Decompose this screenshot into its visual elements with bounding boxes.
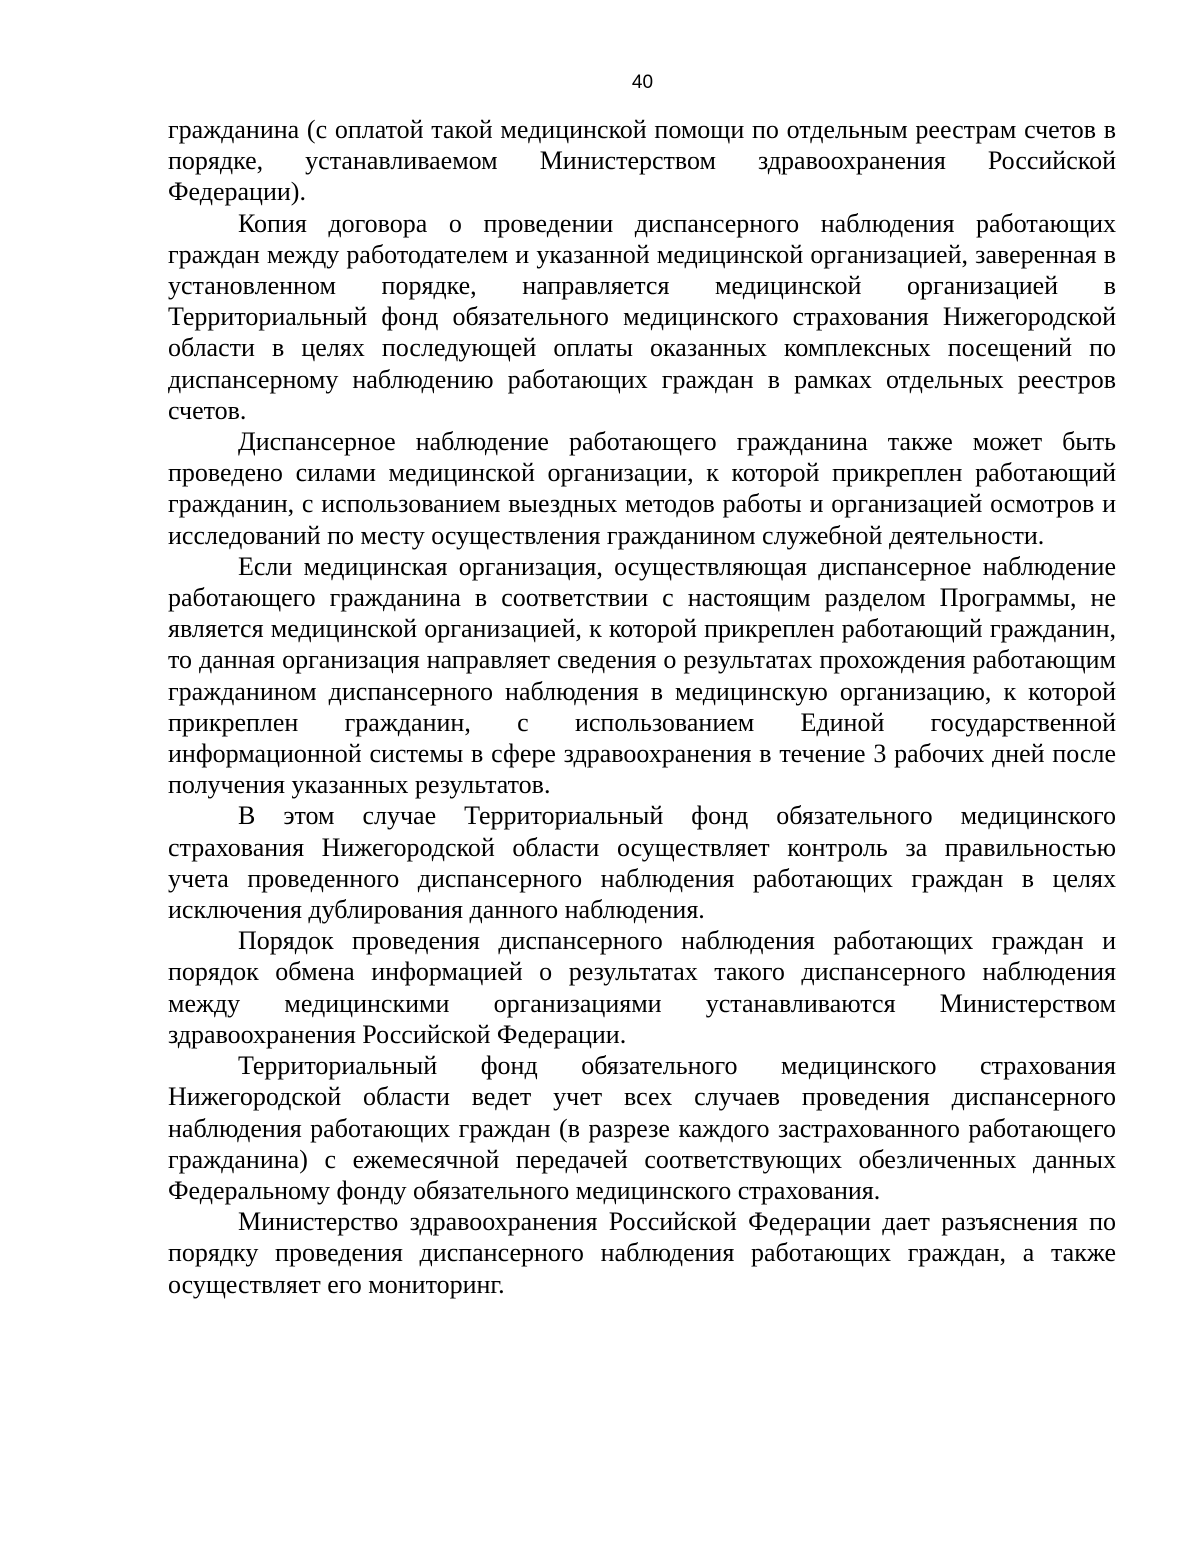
paragraph-contract-copy: Копия договора о проведении диспансерного наблюдения работающих граждан между работодателем и указанной медицинской организацией, заверенная в установленном порядке, направляется медицинской организацией в Территориальный фонд обязательного медицинского страхования Нижегородской области в целях последующей оплаты оказанных комплексных посещений по диспансерному наблюдению работающих граждан в рамках отдельных реестров счетов.	[168, 208, 1116, 425]
paragraph-ministry-clarifications: Министерство здравоохранения Российской Федерации дает разъяснения по порядку проведения диспансерного наблюдения работающих граждан, а также осуществляет его мониторинг.	[168, 1207, 1116, 1299]
document-body	[168, 114, 1116, 1300]
paragraph-on-site-observation: Диспансерное наблюдение работающего гражданина также может быть проведено силами медицинской организации, к которой прикреплен работающий гражданин, с использованием выездных методов работы и организацией осмотров и исследований по месту осуществления гражданином служебной деятельности.	[168, 427, 1116, 550]
paragraph-fund-control: В этом случае Территориальный фонд обязательного медицинского страхования Нижегородской области осуществляет контроль за правильностью учета проведенного диспансерного наблюдения работающих граждан в целях исключения дублирования данного наблюдения.	[168, 801, 1116, 925]
page-number: 40	[631, 72, 654, 93]
paragraph-procedure: Порядок проведения диспансерного наблюдения работающих граждан и порядок обмена информацией о результатах такого диспансерного наблюдения между медицинскими организациями устанавливаются Министерством здравоохранения Российской Федерации.	[168, 926, 1116, 1049]
paragraph-case-accounting: Территориальный фонд обязательного медицинского страхования Нижегородской области ведет учет всех случаев проведения диспансерного наблюдения работающих граждан (в разрезе каждого застрахованного работающего гражданина) с ежемесячной передачей соответствующих обезличенных данных Федеральному фонду обязательного медицинского страхования.	[168, 1051, 1116, 1205]
paragraph-results-transfer: Если медицинская организация, осуществляющая диспансерное наблюдение работающего гражданина в соответствии с настоящим разделом Программы, не является медицинской организацией, к которой прикреплен работающий гражданин, то данная организация направляет сведения о результатах прохождения работающим гражданином диспансерного наблюдения в медицинскую организацию, к которой прикреплен гражданин, с использованием Единой государственной информационной системы в сфере здравоохранения в течение 3 рабочих дней после получения указанных результатов.	[168, 551, 1116, 800]
paragraph-continuation: гражданина (с оплатой такой медицинской помощи по отдельным реестрам счетов в порядке, устанавливаемом Министерством здравоохранения Российской Федерации).	[168, 115, 1116, 207]
